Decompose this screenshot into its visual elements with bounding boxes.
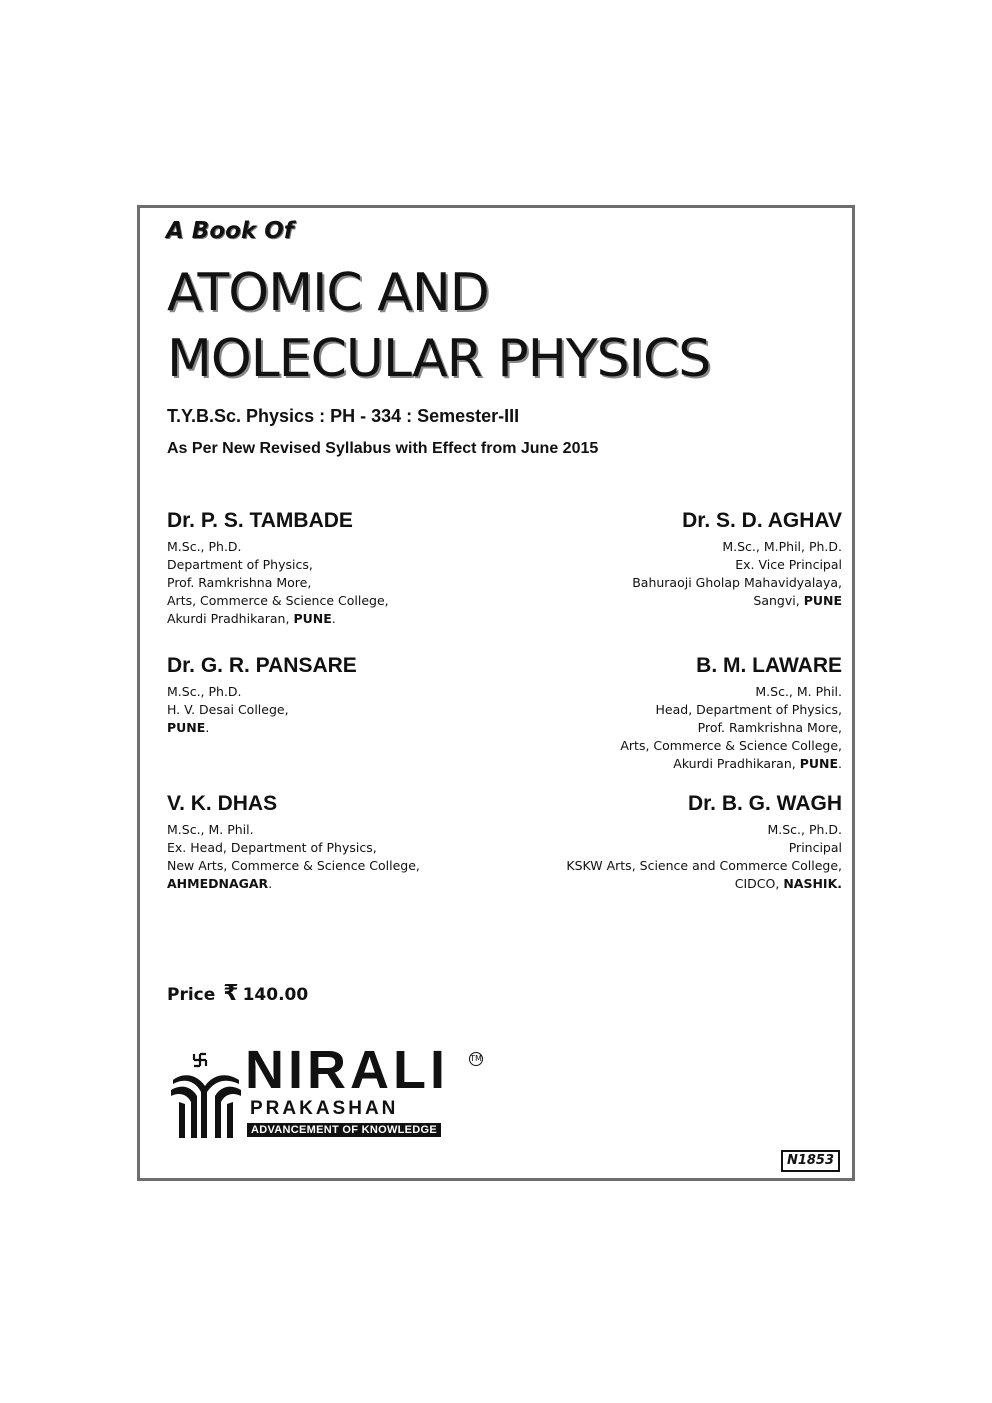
author-line: CIDCO, NASHIK.	[734, 876, 842, 891]
author-line: M.Sc., M. Phil.	[755, 684, 842, 699]
author-pansare	[167, 653, 497, 737]
author-name: V. K. DHAS	[167, 792, 278, 815]
author-line: Akurdi Pradhikaran, PUNE.	[673, 756, 842, 771]
author-city: NASHIK.	[783, 876, 842, 891]
book-title	[167, 260, 710, 392]
author-line: Prof. Ramkrishna More,	[167, 575, 312, 590]
price-label: Price	[167, 985, 216, 1005]
author-aghav	[512, 508, 842, 610]
author-line: M.Sc., Ph.D.	[167, 684, 242, 699]
syllabus-note: As Per New Revised Syllabus with Effect from June 2015	[167, 440, 599, 457]
author-line: AHMEDNAGAR.	[167, 876, 273, 891]
author-tambade	[167, 508, 497, 628]
author-line: M.Sc., M. Phil.	[167, 822, 254, 837]
author-line: Bahuraoji Gholap Mahavidyalaya,	[632, 575, 842, 590]
author-line: Ex. Vice Principal	[735, 557, 842, 572]
author-city: PUNE	[293, 611, 332, 626]
book-title-line-1: ATOMIC AND	[167, 263, 489, 323]
publisher-tagline: ADVANCEMENT OF KNOWLEDGE	[247, 1123, 441, 1137]
trademark-icon: TM	[469, 1052, 483, 1066]
price	[167, 981, 308, 1006]
author-line: M.Sc., Ph.D.	[167, 539, 242, 554]
author-line: PUNE.	[167, 720, 210, 735]
author-city: PUNE	[799, 756, 839, 771]
author-name: Dr. P. S. TAMBADE	[167, 509, 353, 532]
author-line: Prof. Ramkrishna More,	[697, 720, 842, 735]
author-line: Sangvi, PUNE	[753, 593, 842, 608]
author-line: Arts, Commerce & Science College,	[620, 738, 842, 753]
author-name: Dr. S. D. AGHAV	[682, 509, 842, 532]
author-line: Arts, Commerce & Science College,	[167, 593, 389, 608]
author-line: H. V. Desai College,	[167, 702, 289, 717]
publisher-sub: PRAKASHAN	[250, 1098, 399, 1119]
author-name: Dr. B. G. WAGH	[687, 792, 842, 815]
rupee-icon: ₹	[223, 981, 239, 1006]
author-name: B. M. LAWARE	[696, 654, 842, 677]
author-laware	[512, 653, 842, 773]
book-code: N1853	[781, 1150, 840, 1172]
author-name: Dr. G. R. PANSARE	[167, 654, 357, 677]
author-line: Department of Physics,	[167, 557, 313, 572]
author-line: M.Sc., Ph.D.	[767, 822, 842, 837]
author-line: Akurdi Pradhikaran, PUNE.	[167, 611, 336, 626]
author-wagh	[512, 791, 842, 893]
price-amount: 140.00	[242, 985, 309, 1005]
author-line: New Arts, Commerce & Science College,	[167, 858, 420, 873]
book-kicker: A Book Of	[166, 218, 294, 244]
author-line: KSKW Arts, Science and Commerce College,	[566, 858, 842, 873]
cover-frame	[137, 205, 855, 1181]
book-title-line-2: MOLECULAR PHYSICS	[167, 329, 711, 389]
author-city: AHMEDNAGAR	[167, 876, 269, 891]
author-city: PUNE	[803, 593, 842, 608]
author-line: Ex. Head, Department of Physics,	[167, 840, 377, 855]
publisher-logo	[167, 1040, 487, 1143]
book-m-logo-icon	[167, 1050, 245, 1140]
course-code: T.Y.B.Sc. Physics : PH - 334 : Semester-III	[167, 406, 520, 426]
author-city: PUNE	[167, 720, 206, 735]
author-line: Principal	[788, 840, 842, 855]
author-dhas	[167, 791, 497, 893]
publisher-name: NIRALI	[245, 1040, 449, 1100]
author-line: M.Sc., M.Phil, Ph.D.	[722, 539, 842, 554]
author-line: Head, Department of Physics,	[655, 702, 842, 717]
